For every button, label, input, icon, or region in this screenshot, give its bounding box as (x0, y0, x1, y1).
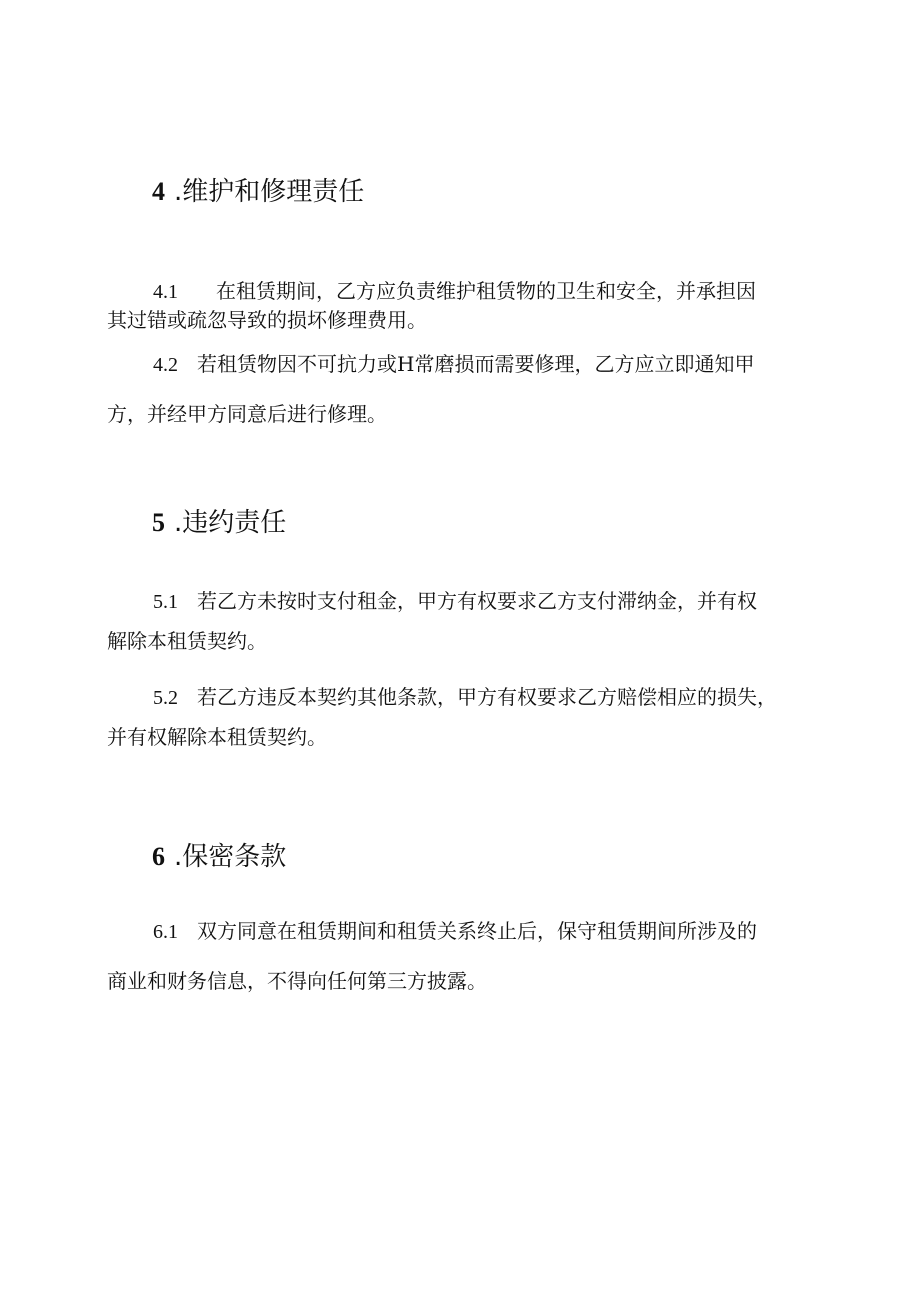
clause-number: 4.1 (153, 281, 178, 303)
clause-text-line-1: 双方同意在租赁期间和租赁关系终止后，保守租赁期间所涉及的 (197, 919, 757, 943)
section-heading-6 (152, 841, 286, 873)
clause-4-2 (107, 352, 807, 426)
clause-number: 4.2 (153, 354, 178, 376)
section-number: 5 (152, 508, 165, 537)
section-title: .保密条款 (174, 842, 287, 872)
clause-text-line-2: 方，并经甲方同意后进行修理。 (107, 402, 387, 426)
clause-text-line-1: 若租赁物因不可抗力或H常磨损而需要修理，乙方应立即通知甲 (197, 352, 755, 376)
clause-5-2 (107, 685, 807, 749)
section-number: 6 (152, 842, 165, 871)
clause-text-line-2: 商业和财务信息，不得向任何第三方披露。 (107, 969, 487, 993)
clause-4-1 (107, 279, 807, 332)
clause-number: 5.1 (153, 591, 178, 613)
clause-number: 5.2 (153, 687, 178, 709)
clause-text-line-1: 若乙方未按时支付租金，甲方有权要求乙方支付滞纳金，并有权 (197, 589, 757, 613)
section-title: .维护和修理责任 (174, 177, 365, 207)
clause-5-1 (107, 589, 807, 653)
clause-text-line-1: 在租赁期间，乙方应负责维护租赁物的卫生和安全，并承担因 (216, 279, 756, 303)
clause-text-line-2: 并有权解除本租赁契约。 (107, 725, 327, 749)
section-heading-5 (152, 507, 286, 539)
section-number: 4 (152, 177, 165, 206)
clause-text-line-1: 若乙方违反本契约其他条款，甲方有权要求乙方赔偿相应的损失， (197, 685, 777, 709)
clause-text-line-2: 其过错或疏忽导致的损坏修理费用。 (107, 308, 427, 332)
clause-number: 6.1 (153, 921, 178, 943)
section-title: .违约责任 (174, 508, 287, 538)
section-heading-4 (152, 176, 364, 208)
clause-text-line-2: 解除本租赁契约。 (107, 629, 267, 653)
clause-6-1 (107, 919, 807, 993)
